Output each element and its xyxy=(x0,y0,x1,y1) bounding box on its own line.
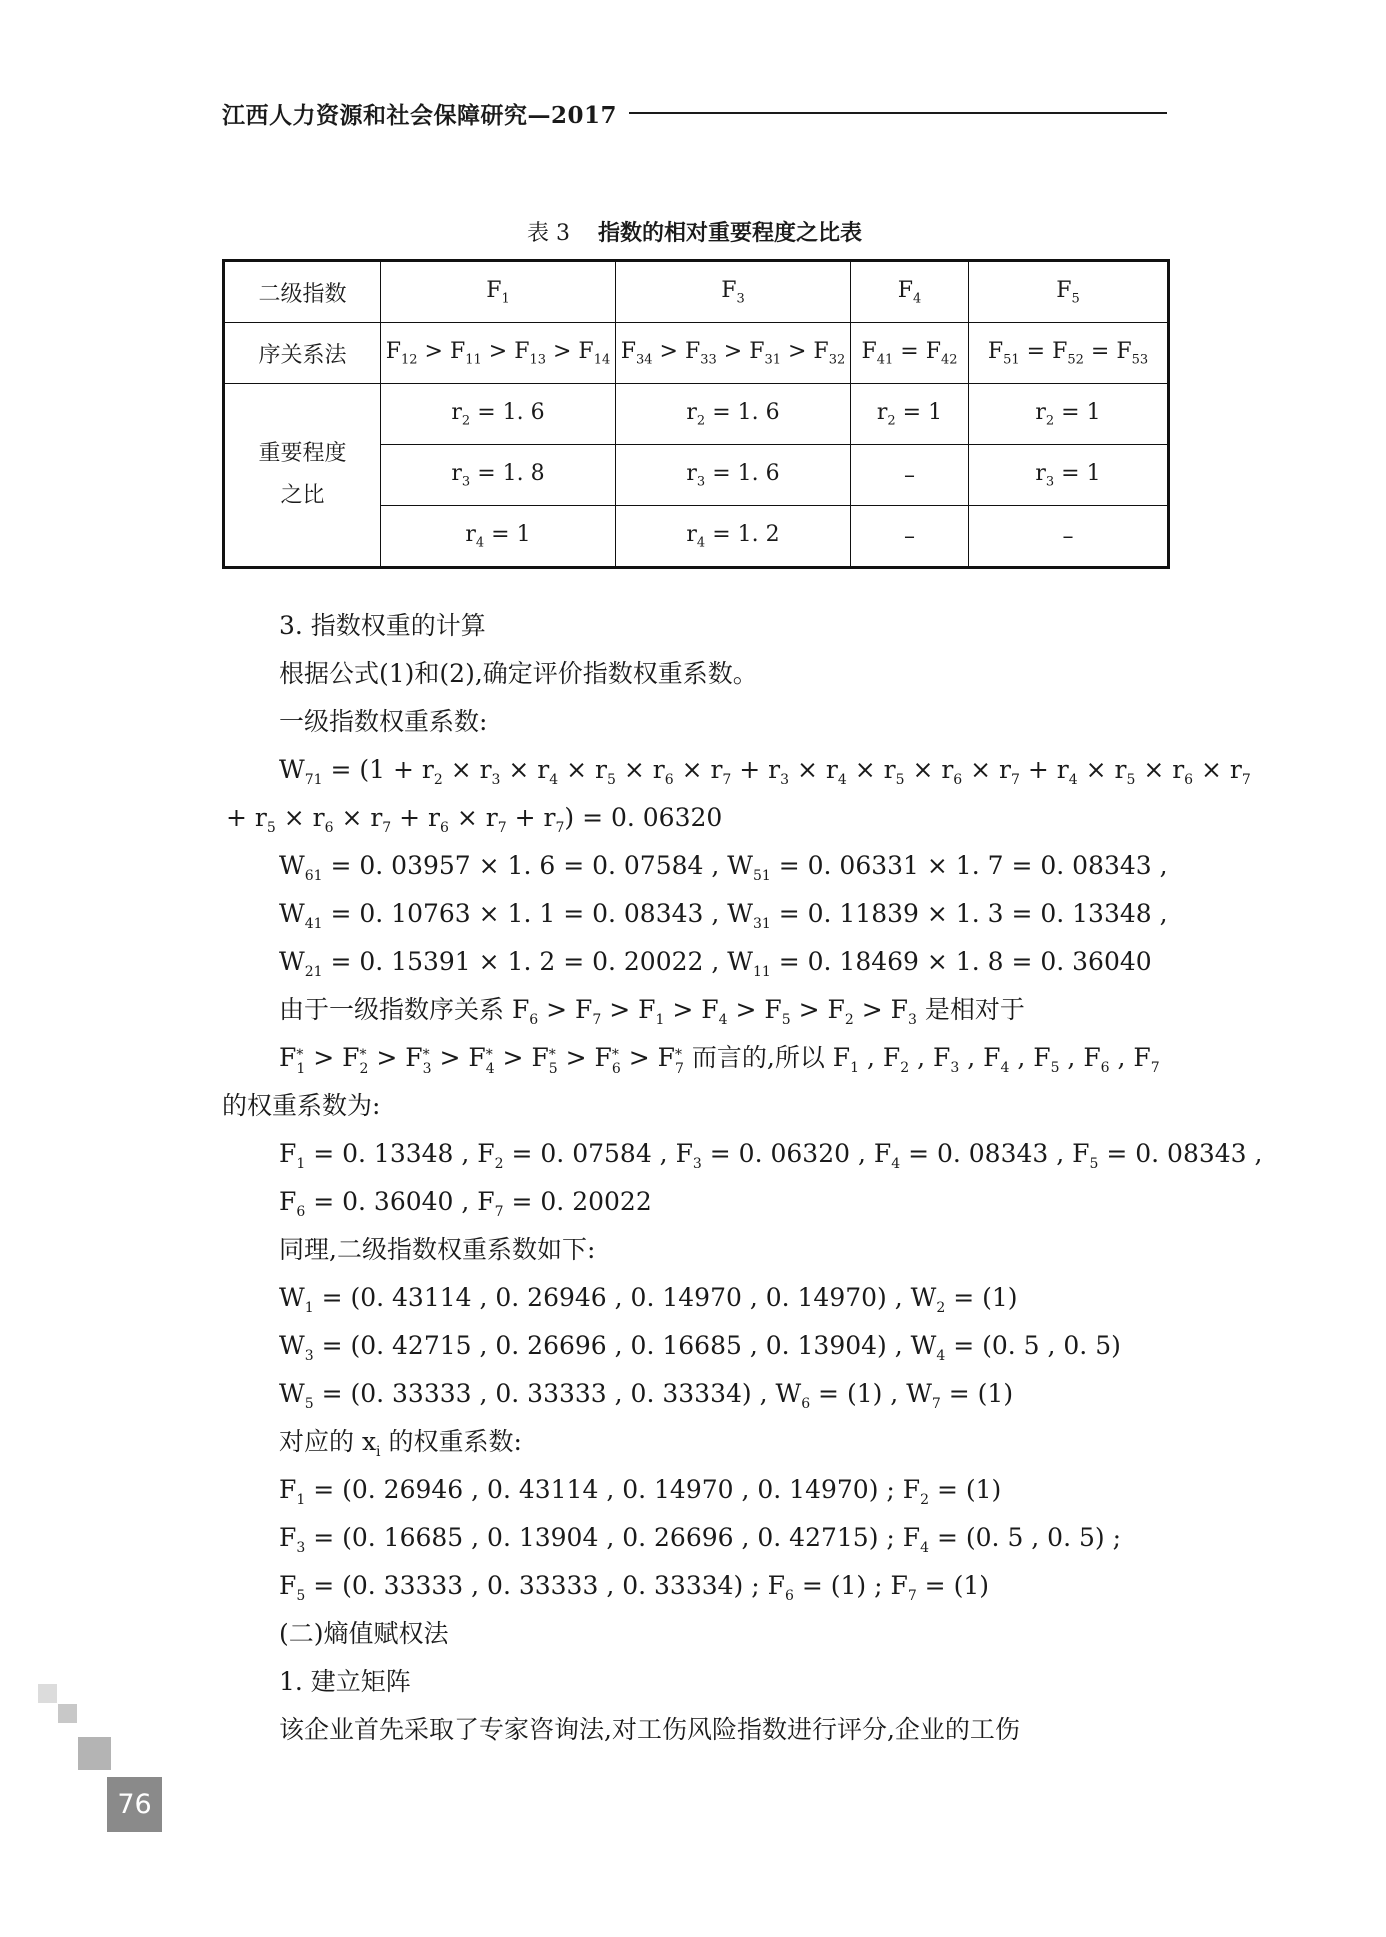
formula-line: $F_6 = 0$. 36040 , $F_7 = 0$. 20022 xyxy=(279,1187,652,1220)
subscript: 4 xyxy=(475,535,485,551)
table-cell: $F_{12} > F_{11} > F_{13} > F_{14}$ xyxy=(381,323,616,384)
formula-line: $F_1 = 0$. 13348 , $F_2 = 0$. 07584 , $F_3 = 0$. 06320 , $F_4 = 0$. 08343 , $F_5 = 0$. 08343 , xyxy=(279,1139,1263,1172)
formula-line: $W_{61} = 0$. 03957 × 1. 6 = 0. 07584 , $W_{51} = 0$. 06331 × 1. 7 = 0. 08343 , xyxy=(279,851,1168,884)
subscript: 4 xyxy=(485,1060,495,1077)
subscript: 31 xyxy=(764,352,782,368)
star-order-relation: F * 1 > F * 2 > F * 3 > F * 4 > F * 5 > F * 6 > F * 7 xyxy=(279,1043,684,1077)
subscript: 6 xyxy=(296,1204,306,1220)
subscript: 1 xyxy=(296,1060,306,1077)
subscript: 2 xyxy=(433,772,443,788)
subscript: 7 xyxy=(722,772,732,788)
table-row-ratio xyxy=(224,384,1169,445)
subscript: 2 xyxy=(900,1060,910,1076)
subscript: 42 xyxy=(940,352,958,368)
subscript: 71 xyxy=(304,772,323,788)
table-cell: $F_1$ xyxy=(381,261,616,323)
paragraph-line: 根据公式(1)和(2),确定评价指数权重系数。 xyxy=(279,659,758,688)
table-cell: $r_2 = 1$. 6 xyxy=(616,384,851,445)
subscript: 4 xyxy=(936,1348,946,1364)
superscript: * xyxy=(485,1046,493,1063)
subscript: 2 xyxy=(1045,413,1055,429)
subscript: 3 xyxy=(1045,474,1055,490)
superscript: * xyxy=(611,1046,619,1063)
subscript: 1 xyxy=(501,291,510,307)
subscript: 14 xyxy=(593,352,611,368)
superscript: * xyxy=(296,1046,304,1063)
formula-line: + $r_5 \times r_6 \times r_7 + r_6 \times r_7 + r_7) = 0$. 06320 xyxy=(226,803,723,836)
formula-line: $W_{71} = (1 + r_2 \times r_3 \times r_4 \times r_5 \times r_6 \times r_7 + r_3 \times r_4 \times r_5 \times r_6 \times r_7 + r_4 \times r_5 \times r_6 \times r_7$ xyxy=(279,755,1251,788)
subscript: 3 xyxy=(296,1540,306,1556)
subscript: 11 xyxy=(752,964,771,980)
table-cell: $r_3 = 1$. 6 xyxy=(616,445,851,506)
table-header-cell xyxy=(224,384,381,568)
subscript: 52 xyxy=(1067,352,1084,368)
decorative-square xyxy=(78,1737,111,1770)
decorative-square xyxy=(58,1704,77,1723)
subscript: 7 xyxy=(592,1012,602,1028)
table-cell: $r_4 = 1$. 2 xyxy=(616,506,851,568)
superscript: * xyxy=(675,1046,683,1063)
ratio-head-line-2: 之比 xyxy=(280,483,325,508)
subscript: 4 xyxy=(837,772,847,788)
subscript: 5 xyxy=(296,1588,306,1604)
table-cell: $F_{34} > F_{33} > F_{31} > F_{32}$ xyxy=(616,323,851,384)
paragraph-tail: 而言的,所以 $F_1$ , $F_2$ , $F_3$ , $F_4$ , $F_5$ , $F_6$ , $F_7$ xyxy=(683,1043,1160,1076)
subscript: 7 xyxy=(382,820,392,836)
table-cell: $F_{41} = F_{42}$ xyxy=(851,323,969,384)
subscript: 4 xyxy=(696,535,706,551)
subscript: 11 xyxy=(465,352,482,368)
subscript: 41 xyxy=(304,916,323,932)
table-caption-text: 指数的相对重要程度之比表 xyxy=(597,220,862,246)
subscript: 7 xyxy=(494,1204,504,1220)
formula-line: $W_3 = (0$. 42715 , 0. 26696 , 0. 16685 , 0. 13904) , $W_4 = (0$. 5 , 0. 5) xyxy=(279,1331,1121,1364)
subscript: 7 xyxy=(497,820,507,836)
subscript: 2 xyxy=(936,1300,946,1316)
subscript: 7 xyxy=(1150,1060,1160,1076)
paragraph-line: 同理,二级指数权重系数如下: xyxy=(279,1235,596,1264)
subscript: 51 xyxy=(752,868,771,884)
paragraph-line: 该企业首先采取了专家咨询法,对工伤风险指数进行评分,企业的工伤 xyxy=(279,1715,1020,1744)
subscript: 1 xyxy=(850,1060,860,1076)
subscript: 2 xyxy=(844,1012,854,1028)
subscript: 5 xyxy=(548,1060,558,1077)
subscript: 7 xyxy=(675,1060,684,1077)
page-number: 76 xyxy=(107,1777,162,1832)
subscript: 2 xyxy=(461,413,471,429)
paragraph-line: 由于一级指数序关系 $F_6 > F_7 > F_1 > F_4 > F_5 > F_2 > F_3$ 是相对于 xyxy=(279,995,1025,1028)
subscript: 13 xyxy=(529,352,547,368)
subscript: 1 xyxy=(304,1300,314,1316)
subscript: 6 xyxy=(953,772,963,788)
subscript: 3 xyxy=(780,772,790,788)
subscript: 1 xyxy=(296,1492,306,1508)
subscript: 4 xyxy=(891,1156,901,1172)
subscript: 3 xyxy=(304,1348,314,1364)
subscript: 4 xyxy=(549,772,559,788)
table-cell: $F_5$ xyxy=(969,261,1169,323)
subscript: 3 xyxy=(692,1156,702,1172)
subscript: 2 xyxy=(494,1156,504,1172)
paragraph-line: 对应的 $x_i$ 的权重系数: xyxy=(279,1427,522,1460)
subscript: 2 xyxy=(359,1060,369,1077)
subscript: 61 xyxy=(304,868,323,884)
subscript: 5 xyxy=(1126,772,1136,788)
subscript: 6 xyxy=(664,772,674,788)
subscript: 4 xyxy=(718,1012,728,1028)
subscript: 6 xyxy=(529,1012,539,1028)
running-header xyxy=(222,96,1167,130)
table-cell: $F_4$ xyxy=(851,261,969,323)
subscript: 7 xyxy=(1011,772,1020,788)
subscript: 5 xyxy=(304,1396,314,1412)
table-caption xyxy=(222,216,1167,247)
section-heading: 1. 建立矩阵 xyxy=(279,1667,411,1696)
subscript: 5 xyxy=(895,772,905,788)
table-header-cell: 二级指数 xyxy=(224,261,381,323)
subscript: 53 xyxy=(1131,352,1149,368)
subscript: 4 xyxy=(1068,772,1078,788)
subscript: 4 xyxy=(920,1540,930,1556)
subscript: 6 xyxy=(440,820,449,836)
subscript: 2 xyxy=(696,413,706,429)
body-text xyxy=(222,602,1263,1754)
table-cell: – xyxy=(969,506,1169,568)
table-cell: $r_2 = 1$ xyxy=(851,384,969,445)
table-cell: $r_3 = 1$. 8 xyxy=(381,445,616,506)
subscript: i xyxy=(376,1444,381,1460)
subscript: 1 xyxy=(296,1156,306,1172)
superscript: * xyxy=(548,1046,556,1063)
subscript: 31 xyxy=(752,916,771,932)
decorative-square xyxy=(38,1684,57,1703)
subscript: 6 xyxy=(324,820,334,836)
subscript: 3 xyxy=(736,291,745,307)
subscript: 3 xyxy=(461,474,471,490)
subscript: 41 xyxy=(876,352,894,368)
table-cell: $r_2 = 1$ xyxy=(969,384,1169,445)
subscript: 5 xyxy=(1071,291,1080,307)
formula-line: $F_1 = (0$. 26946 , 0. 43114 , 0. 14970 , 0. 14970) ; $F_2 = (1)$ xyxy=(279,1475,1002,1508)
subscript: 3 xyxy=(422,1060,432,1077)
table-caption-number: 表 3 xyxy=(526,221,570,246)
table-cell: – xyxy=(851,506,969,568)
table-row-index xyxy=(224,261,1169,323)
subscript: 2 xyxy=(887,413,896,429)
paragraph-line xyxy=(222,1034,1172,1082)
subscript: 7 xyxy=(907,1588,917,1604)
subscript: 6 xyxy=(801,1396,811,1412)
section-heading: (二)熵值赋权法 xyxy=(279,1619,449,1648)
importance-ratio-table xyxy=(222,259,1170,569)
subscript: 5 xyxy=(266,820,276,836)
subscript: 2 xyxy=(920,1492,930,1508)
superscript: * xyxy=(359,1046,367,1063)
subscript: 6 xyxy=(611,1060,621,1077)
table-cell: – xyxy=(851,445,969,506)
subscript: 3 xyxy=(491,772,501,788)
subscript: 6 xyxy=(784,1588,794,1604)
formula-line: $F_5 = (0$. 33333 , 0. 33333 , 0. 33334) ; $F_6 = (1)$ ; $F_7 = (1)$ xyxy=(279,1571,989,1604)
subscript: 1 xyxy=(655,1012,665,1028)
section-heading: 3. 指数权重的计算 xyxy=(279,611,486,640)
subscript: 5 xyxy=(781,1012,791,1028)
header-rule xyxy=(629,112,1167,114)
header-title: 江西人力资源和社会保障研究—2017 xyxy=(222,101,618,129)
formula-line: $F_3 = (0$. 16685 , 0. 13904 , 0. 26696 , 0. 42715) ; $F_4 = (0$. 5 , 0. 5) ; xyxy=(279,1523,1122,1556)
paragraph-line: 的权重系数为: xyxy=(222,1091,381,1120)
subscript: 6 xyxy=(1100,1060,1110,1076)
subscript: 33 xyxy=(700,352,717,368)
subscript: 7 xyxy=(555,820,565,836)
formula-line: $W_{41} = 0$. 10763 × 1. 1 = 0. 08343 , $W_{31} = 0$. 11839 × 1. 3 = 0. 13348 , xyxy=(279,899,1168,932)
paragraph-line: 一级指数权重系数: xyxy=(279,707,488,736)
formula-line: $W_{21} = 0$. 15391 × 1. 2 = 0. 20022 , $W_{11} = 0$. 18469 × 1. 8 = 0. 36040 xyxy=(279,947,1152,980)
subscript: 6 xyxy=(1184,772,1194,788)
subscript: 32 xyxy=(828,352,846,368)
subscript: 5 xyxy=(1089,1156,1099,1172)
subscript: 5 xyxy=(1050,1060,1060,1076)
table-cell: $F_3$ xyxy=(616,261,851,323)
table-cell: $F_{51} = F_{52} = F_{53}$ xyxy=(969,323,1169,384)
ratio-head-line-1: 重要程度 xyxy=(258,441,347,466)
subscript: 4 xyxy=(1000,1060,1010,1076)
subscript: 21 xyxy=(304,964,323,980)
subscript: 3 xyxy=(696,474,706,490)
table-cell: $r_4 = 1$ xyxy=(381,506,616,568)
subscript: 3 xyxy=(950,1060,960,1076)
table-cell: $r_3 = 1$ xyxy=(969,445,1169,506)
subscript: 4 xyxy=(912,291,922,307)
subscript: 7 xyxy=(931,1396,941,1412)
table-cell: $r_2 = 1$. 6 xyxy=(381,384,616,445)
subscript: 7 xyxy=(1241,772,1251,788)
subscript: 51 xyxy=(1003,352,1020,368)
superscript: * xyxy=(422,1046,430,1063)
formula-line: $W_1 = (0$. 43114 , 0. 26946 , 0. 14970 , 0. 14970) , $W_2 = (1)$ xyxy=(279,1283,1018,1316)
subscript: 34 xyxy=(636,352,653,368)
subscript: 12 xyxy=(401,352,418,368)
subscript: 3 xyxy=(907,1012,917,1028)
table-header-cell: 序关系法 xyxy=(224,323,381,384)
formula-line: $W_5 = (0$. 33333 , 0. 33333 , 0. 33334) , $W_6 = (1)$ , $W_7 = (1)$ xyxy=(279,1379,1014,1412)
subscript: 5 xyxy=(606,772,616,788)
table-row-order xyxy=(224,323,1169,384)
